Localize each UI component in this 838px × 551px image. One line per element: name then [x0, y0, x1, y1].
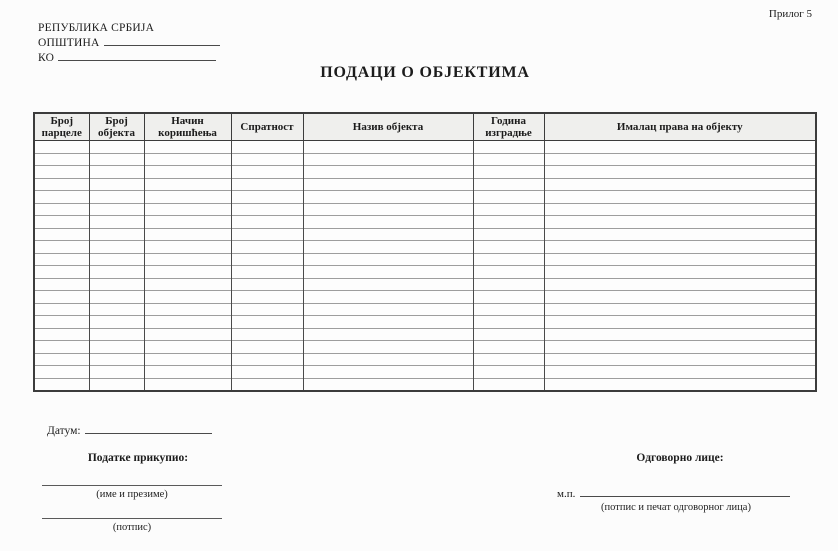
table-cell: [144, 216, 231, 229]
table-cell: [89, 241, 144, 254]
table-cell: [144, 166, 231, 179]
objects-table: [33, 112, 817, 392]
table-cell: [144, 266, 231, 279]
table-cell: [144, 303, 231, 316]
table-cell: [473, 253, 544, 266]
table-cell: [231, 353, 303, 366]
municipality-blank: [104, 35, 220, 46]
table-cell: [544, 316, 816, 329]
table-cell: [89, 178, 144, 191]
table-cell: [303, 303, 473, 316]
table-cell: [89, 378, 144, 391]
table-cell: [231, 291, 303, 304]
table-cell: [89, 228, 144, 241]
table-cell: [34, 328, 89, 341]
table-cell: [303, 141, 473, 154]
table-row: [34, 291, 816, 304]
table-row: [34, 216, 816, 229]
table-row: [34, 328, 816, 341]
column-header: Ималац права на објекту: [544, 113, 816, 141]
table-cell: [231, 141, 303, 154]
municipality-line: [38, 35, 220, 50]
table-cell: [544, 241, 816, 254]
table-cell: [34, 266, 89, 279]
table-cell: [544, 141, 816, 154]
table-cell: [144, 353, 231, 366]
table-cell: [34, 153, 89, 166]
table-cell: [231, 178, 303, 191]
table-cell: [473, 203, 544, 216]
table-cell: [473, 328, 544, 341]
municipality-label: ОПШТИНА: [38, 37, 100, 49]
table-row: [34, 266, 816, 279]
table-row: [34, 153, 816, 166]
table-cell: [303, 153, 473, 166]
collector-name-blank: [42, 485, 222, 486]
table-row: [34, 378, 816, 391]
table-cell: [34, 216, 89, 229]
republic-line: РЕПУБЛИКА СРБИЈА: [38, 22, 155, 34]
table-cell: [144, 241, 231, 254]
table-row: [34, 203, 816, 216]
table-cell: [34, 341, 89, 354]
table-cell: [89, 141, 144, 154]
table-cell: [34, 366, 89, 379]
date-label: Датум:: [47, 425, 81, 437]
column-header: Спратност: [231, 113, 303, 141]
responsible-label: Одговорно лице:: [636, 452, 724, 464]
table-cell: [89, 266, 144, 279]
table-cell: [544, 303, 816, 316]
table-cell: [89, 253, 144, 266]
ko-line: [38, 50, 220, 65]
table-row: [34, 278, 816, 291]
table-cell: [144, 228, 231, 241]
collector-signature-caption: (потпис): [112, 522, 152, 533]
table-cell: [231, 191, 303, 204]
table-cell: [473, 141, 544, 154]
table-row: [34, 316, 816, 329]
table-cell: [544, 191, 816, 204]
table-cell: [303, 366, 473, 379]
table-cell: [89, 341, 144, 354]
table-cell: [473, 316, 544, 329]
table-cell: [34, 291, 89, 304]
table-cell: [34, 203, 89, 216]
attachment-label: Прилог 5: [768, 8, 812, 20]
collector-name-caption: (име и презиме): [96, 489, 168, 500]
table-cell: [231, 266, 303, 279]
table-cell: [473, 166, 544, 179]
date-blank: [85, 423, 212, 434]
table-cell: [303, 166, 473, 179]
table-cell: [473, 266, 544, 279]
table-cell: [34, 191, 89, 204]
column-header: Начин коришћења: [144, 113, 231, 141]
table-cell: [34, 278, 89, 291]
table-cell: [303, 328, 473, 341]
table-cell: [231, 203, 303, 216]
table-cell: [144, 141, 231, 154]
column-header: Година изградње: [473, 113, 544, 141]
org-header-block: [38, 21, 220, 65]
table-cell: [544, 153, 816, 166]
table-row: [34, 228, 816, 241]
table-cell: [303, 253, 473, 266]
table-cell: [144, 291, 231, 304]
table-cell: [544, 166, 816, 179]
table-cell: [544, 353, 816, 366]
table-cell: [34, 303, 89, 316]
table-cell: [34, 228, 89, 241]
ko-label: КО: [38, 52, 55, 64]
table-cell: [544, 291, 816, 304]
table-row: [34, 166, 816, 179]
table-cell: [34, 166, 89, 179]
table-cell: [473, 291, 544, 304]
table-cell: [231, 166, 303, 179]
table-cell: [144, 366, 231, 379]
table-cell: [303, 353, 473, 366]
table-cell: [89, 291, 144, 304]
table-cell: [544, 278, 816, 291]
table-header-row: [34, 113, 816, 141]
table-cell: [544, 366, 816, 379]
table-cell: [544, 328, 816, 341]
table-cell: [544, 378, 816, 391]
table-cell: [89, 153, 144, 166]
table-cell: [303, 203, 473, 216]
collector-label: Податке прикупио:: [87, 452, 189, 464]
table-cell: [231, 216, 303, 229]
table-cell: [473, 366, 544, 379]
table-cell: [144, 278, 231, 291]
table-cell: [473, 303, 544, 316]
table-cell: [89, 278, 144, 291]
table-row: [34, 303, 816, 316]
table-cell: [144, 203, 231, 216]
table-cell: [473, 228, 544, 241]
table-cell: [303, 341, 473, 354]
table-cell: [89, 203, 144, 216]
table-cell: [89, 366, 144, 379]
table-cell: [473, 378, 544, 391]
table-cell: [303, 178, 473, 191]
table-cell: [231, 303, 303, 316]
collector-signature-blank: [42, 518, 222, 519]
stamp-row: [557, 486, 790, 500]
table-cell: [34, 353, 89, 366]
table-cell: [144, 153, 231, 166]
table-cell: [544, 216, 816, 229]
table-cell: [303, 278, 473, 291]
table-cell: [303, 316, 473, 329]
table-cell: [231, 228, 303, 241]
column-header: Број објекта: [89, 113, 144, 141]
table-cell: [473, 241, 544, 254]
table-cell: [89, 328, 144, 341]
table-cell: [544, 253, 816, 266]
column-header: Назив објекта: [303, 113, 473, 141]
table-cell: [544, 266, 816, 279]
table-cell: [303, 216, 473, 229]
responsible-signature-blank: [580, 486, 790, 497]
table-cell: [544, 178, 816, 191]
table-cell: [303, 191, 473, 204]
table-cell: [303, 241, 473, 254]
column-header: Број парцеле: [34, 113, 89, 141]
table-row: [34, 178, 816, 191]
table-cell: [34, 316, 89, 329]
table-body: [34, 141, 816, 391]
table-cell: [473, 191, 544, 204]
table-cell: [544, 228, 816, 241]
table-cell: [473, 153, 544, 166]
table-row: [34, 253, 816, 266]
table-cell: [144, 378, 231, 391]
table-cell: [144, 178, 231, 191]
table-cell: [34, 178, 89, 191]
table-row: [34, 191, 816, 204]
table-cell: [89, 303, 144, 316]
table-cell: [544, 203, 816, 216]
page-title: ПОДАЦИ О ОБЈЕКТИМА: [320, 64, 530, 81]
table-row: [34, 341, 816, 354]
table-row: [34, 353, 816, 366]
table-cell: [303, 378, 473, 391]
table-row: [34, 141, 816, 154]
table-cell: [231, 378, 303, 391]
table-cell: [231, 278, 303, 291]
table-cell: [231, 366, 303, 379]
table-cell: [473, 278, 544, 291]
table-cell: [34, 141, 89, 154]
table-cell: [303, 228, 473, 241]
table-cell: [89, 353, 144, 366]
table-cell: [34, 241, 89, 254]
table-cell: [231, 341, 303, 354]
table-cell: [144, 191, 231, 204]
table-cell: [34, 253, 89, 266]
table-cell: [473, 178, 544, 191]
table-cell: [473, 216, 544, 229]
table-cell: [34, 378, 89, 391]
table-cell: [473, 341, 544, 354]
table-cell: [144, 341, 231, 354]
table-row: [34, 241, 816, 254]
table-cell: [303, 266, 473, 279]
table-row: [34, 366, 816, 379]
table-cell: [144, 316, 231, 329]
table-cell: [89, 216, 144, 229]
table-head: [34, 113, 816, 141]
table-cell: [89, 316, 144, 329]
table-cell: [473, 353, 544, 366]
stamp-label: м.п.: [557, 488, 576, 500]
table-cell: [231, 241, 303, 254]
table-cell: [231, 328, 303, 341]
table-cell: [89, 166, 144, 179]
ko-blank: [58, 50, 216, 61]
table-cell: [231, 153, 303, 166]
table-cell: [144, 328, 231, 341]
table-cell: [231, 253, 303, 266]
table-cell: [144, 253, 231, 266]
table-cell: [89, 191, 144, 204]
date-line: [47, 423, 212, 437]
table-cell: [544, 341, 816, 354]
table-cell: [231, 316, 303, 329]
responsible-signature-caption: (потпис и печат одговорног лица): [601, 502, 751, 513]
table-cell: [303, 291, 473, 304]
